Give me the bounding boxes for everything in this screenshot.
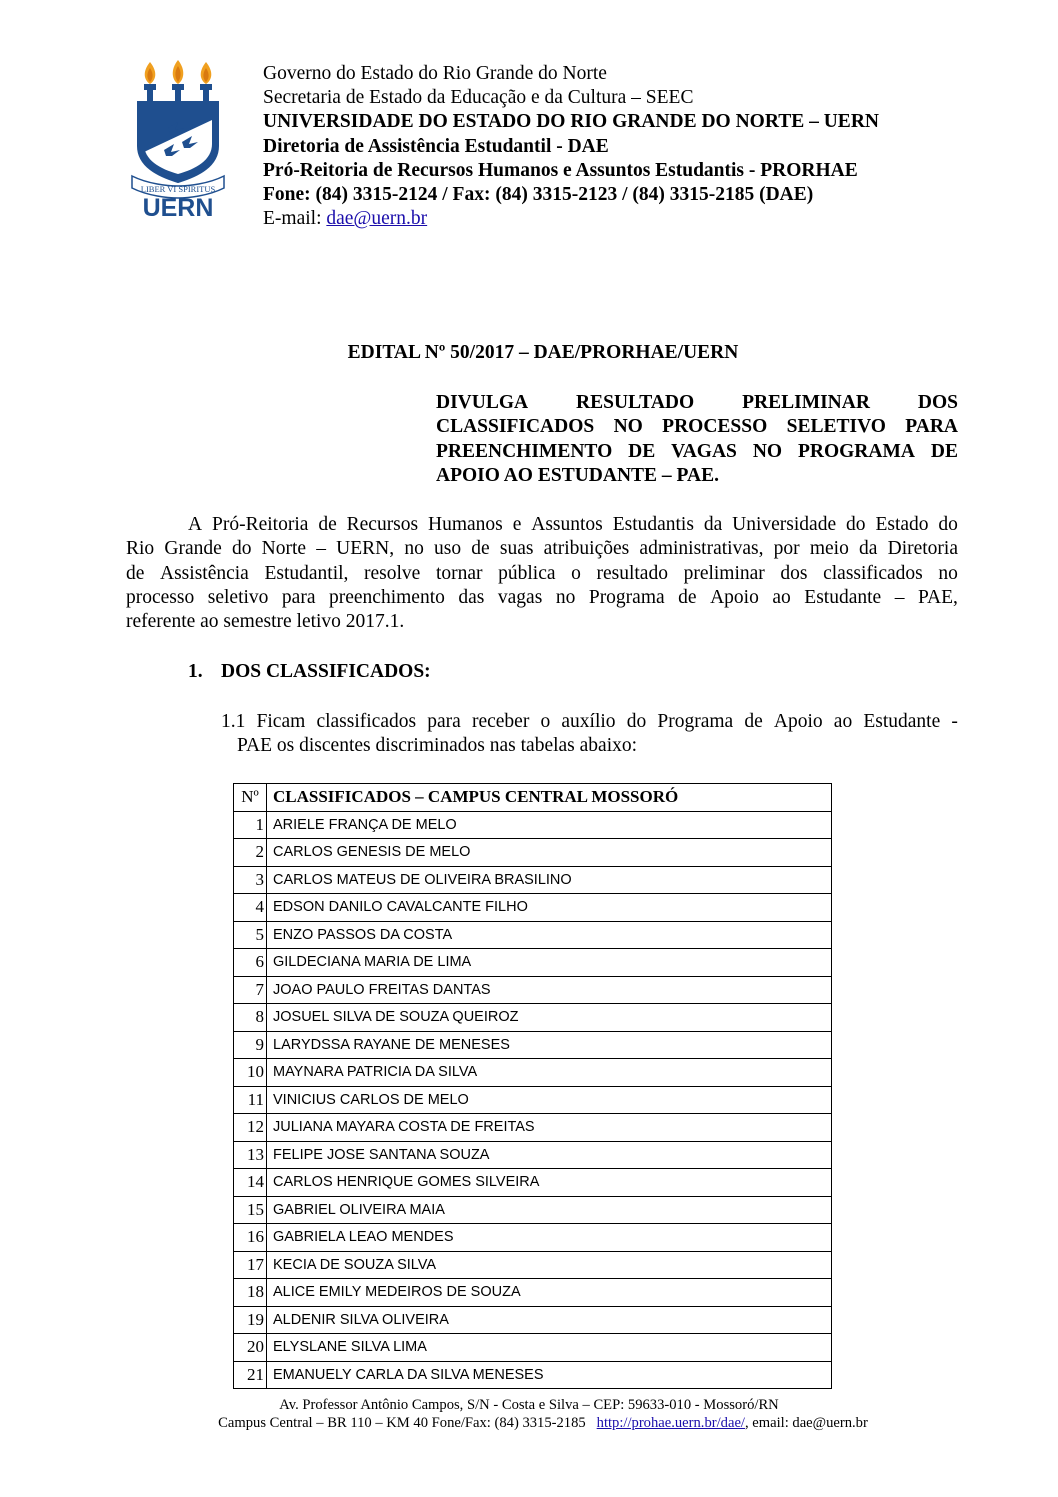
student-name: ENZO PASSOS DA COSTA (267, 921, 832, 949)
row-number: 15 (234, 1196, 267, 1224)
word: VAGAS (671, 440, 737, 462)
student-name: ALICE EMILY MEDEIROS DE SOUZA (267, 1279, 832, 1307)
word: Diretoria (887, 538, 958, 560)
word: Rio (126, 538, 155, 560)
logo-text: UERN (142, 194, 214, 220)
header-name: CLASSIFICADOS – CAMPUS CENTRAL MOSSORÓ (267, 784, 832, 812)
row-number: 17 (234, 1251, 267, 1279)
section-title: DOS CLASSIFICADOS: (221, 661, 431, 682)
word: PRELIMINAR (742, 392, 870, 413)
section-heading (188, 661, 431, 683)
word: de (318, 514, 337, 535)
word: Norte (261, 538, 307, 560)
word: DIVULGA (436, 392, 529, 413)
student-name: JOAO PAULO FREITAS DANTAS (267, 976, 832, 1004)
row-number: 8 (234, 1004, 267, 1032)
word: no (555, 586, 576, 608)
word: PROGRAMA (797, 440, 915, 462)
word: tornar (435, 562, 483, 584)
table-row (234, 1114, 832, 1142)
table-row (234, 1334, 832, 1362)
word: para (427, 711, 461, 732)
row-number: 6 (234, 949, 267, 977)
word: no (938, 562, 958, 584)
table-row (234, 1306, 832, 1334)
row-number: 21 (234, 1361, 267, 1389)
summary-line (436, 391, 958, 415)
footer-address: Av. Professor Antônio Campos, S/N - Costa e Silva – CEP: 59633-010 - Mossoró/RN (279, 1397, 779, 1413)
word: por (773, 538, 800, 560)
header-secretariat: Secretaria de Estado da Educação e da Cultura – SEEC (263, 87, 694, 109)
body-paragraph (126, 513, 958, 634)
item-line (221, 710, 958, 734)
table-row (234, 1279, 832, 1307)
table-row (234, 1169, 832, 1197)
summary-line: APOIO AO ESTUDANTE – PAE. (436, 464, 719, 486)
student-name: GABRIELA LEAO MENDES (267, 1224, 832, 1252)
table-row (234, 1031, 832, 1059)
table-row (234, 1196, 832, 1224)
word: do (626, 711, 647, 732)
student-name: VINICIUS CARLOS DE MELO (267, 1086, 832, 1114)
word: para (281, 586, 316, 608)
student-name: EDSON DANILO CAVALCANTE FILHO (267, 894, 832, 922)
row-number: 20 (234, 1334, 267, 1362)
row-number: 18 (234, 1279, 267, 1307)
table-row (234, 1141, 832, 1169)
word: PREENCHIMENTO (436, 440, 613, 462)
row-number: 2 (234, 839, 267, 867)
word: - (951, 711, 958, 732)
word: Recursos (346, 514, 419, 535)
student-name: LARYDSSA RAYANE DE MENESES (267, 1031, 832, 1059)
table-row (234, 894, 832, 922)
word: do (938, 514, 958, 535)
row-number: 16 (234, 1224, 267, 1252)
row-number: 7 (234, 976, 267, 1004)
word: preenchimento (329, 586, 445, 608)
word: seletivo (207, 586, 269, 608)
word: PROCESSO (662, 416, 768, 438)
section-number: 1. (188, 661, 203, 682)
word: Estudante (863, 711, 941, 732)
table-row (234, 949, 832, 977)
word: receber (471, 711, 530, 732)
word: de (678, 586, 697, 608)
word: meio (809, 538, 849, 560)
word: Apoio (773, 711, 823, 732)
paragraph-line (126, 513, 958, 537)
table-row (234, 1059, 832, 1087)
word: classificados (823, 562, 923, 584)
word: Programa (588, 586, 665, 608)
word: administrativas, (639, 538, 764, 560)
letterhead (263, 62, 879, 231)
table-row (234, 1361, 832, 1389)
row-number: 11 (234, 1086, 267, 1114)
table-header-row (234, 784, 832, 812)
edital-title: EDITAL Nº 50/2017 – DAE/PRORHAE/UERN (347, 342, 739, 363)
word: uso (434, 538, 462, 560)
word: DE (930, 440, 958, 462)
student-name: MAYNARA PATRICIA DA SILVA (267, 1059, 832, 1087)
student-name: JULIANA MAYARA COSTA DE FREITAS (267, 1114, 832, 1142)
word: Grande (164, 538, 222, 560)
paragraph-line (126, 537, 958, 561)
word: NO (613, 416, 643, 438)
header-phones: Fone: (84) 3315-2124 / Fax: (84) 3315-2123 / (84) 3315-2185 (DAE) (263, 184, 814, 206)
word: PAE, (917, 586, 958, 608)
word: ao (833, 711, 853, 732)
word: Assuntos (531, 514, 603, 535)
table-row (234, 1224, 832, 1252)
header-number: Nº (234, 784, 267, 812)
item-1-1 (221, 710, 958, 759)
word: Universidade (732, 514, 837, 535)
footer-campus: Campus Central – BR 110 – KM 40 Fone/Fax: (84) 3315-2185 (218, 1414, 586, 1431)
summary-line (436, 440, 958, 464)
row-number: 9 (234, 1031, 267, 1059)
paragraph-line: referente ao semestre letivo 2017.1. (126, 611, 405, 633)
row-number: 1 (234, 811, 267, 839)
student-name: KECIA DE SOUZA SILVA (267, 1251, 832, 1279)
student-name: CARLOS GENESIS DE MELO (267, 839, 832, 867)
word: Ficam (256, 711, 306, 732)
row-number: 19 (234, 1306, 267, 1334)
word: e (512, 514, 522, 535)
table-row (234, 839, 832, 867)
word: processo (126, 586, 195, 608)
word: preliminar (683, 562, 765, 584)
word: 1.1 (221, 711, 246, 732)
table-row (234, 1086, 832, 1114)
word: – (894, 586, 905, 608)
word: Pró-Reitoria (212, 514, 309, 535)
row-number: 4 (234, 894, 267, 922)
row-number: 13 (234, 1141, 267, 1169)
word: Assistência (160, 562, 249, 584)
word: no (404, 538, 424, 560)
word: da (859, 538, 878, 560)
table-row (234, 866, 832, 894)
word: vagas (497, 586, 543, 608)
word: o (540, 711, 551, 732)
word: pública (498, 562, 556, 584)
word: atribuições (543, 538, 630, 560)
word: de (744, 711, 763, 732)
item-line: PAE os discentes discriminados nas tabelas abaixo: (237, 735, 638, 757)
header-email-line (263, 207, 879, 231)
classified-table (233, 783, 832, 1389)
student-name: ARIELE FRANÇA DE MELO (267, 811, 832, 839)
summary-line (436, 415, 958, 439)
word: suas (499, 538, 534, 560)
row-number: 10 (234, 1059, 267, 1087)
word: Humanos (428, 514, 503, 535)
word: da (703, 514, 723, 535)
student-name: GABRIEL OLIVEIRA MAIA (267, 1196, 832, 1224)
uern-crest-icon (128, 58, 232, 220)
word: UERN, (336, 538, 395, 560)
row-number: 3 (234, 866, 267, 894)
table-row (234, 811, 832, 839)
row-number: 14 (234, 1169, 267, 1197)
student-name: GILDECIANA MARIA DE LIMA (267, 949, 832, 977)
student-name: ELYSLANE SILVA LIMA (267, 1334, 832, 1362)
edital-summary (436, 391, 958, 488)
header-university: UNIVERSIDADE DO ESTADO DO RIO GRANDE DO NORTE – UERN (263, 111, 879, 133)
word: NO (752, 440, 783, 462)
word: SELETIVO (786, 416, 886, 438)
word: RESULTADO (576, 392, 695, 413)
word: dos (780, 562, 808, 584)
word: auxílio (561, 711, 616, 732)
word: do (846, 514, 866, 535)
word: de (126, 562, 145, 584)
table-row (234, 921, 832, 949)
table-row (234, 976, 832, 1004)
student-name: ALDENIR SILVA OLIVEIRA (267, 1306, 832, 1334)
word: do (231, 538, 252, 560)
student-name: CARLOS HENRIQUE GOMES SILVEIRA (267, 1169, 832, 1197)
header-government: Governo do Estado do Rio Grande do Norte (263, 63, 607, 84)
student-name: FELIPE JOSE SANTANA SOUZA (267, 1141, 832, 1169)
word: Estudantil, (264, 562, 349, 584)
word: – (316, 538, 326, 560)
student-name: JOSUEL SILVA DE SOUZA QUEIROZ (267, 1004, 832, 1032)
footer-email: , email: dae@uern.br (744, 1414, 868, 1431)
word: resultado (596, 562, 668, 584)
word: Estudante (804, 586, 882, 608)
word: CLASSIFICADOS (436, 416, 595, 438)
word: Apoio (710, 586, 759, 608)
footer-contact (0, 1415, 1058, 1433)
row-number: 5 (234, 921, 267, 949)
word: resolve (364, 562, 421, 584)
word: das (458, 586, 485, 608)
word: o (571, 562, 581, 584)
word: DE (628, 440, 656, 462)
header-pro-rectory: Pró-Reitoria de Recursos Humanos e Assuntos Estudantis - PRORHAE (263, 159, 858, 181)
paragraph-line (126, 586, 958, 610)
header-email-link[interactable]: dae@uern.br (326, 208, 428, 230)
row-number: 12 (234, 1114, 267, 1142)
table-row (234, 1004, 832, 1032)
footer-link[interactable]: http://prohae.uern.br/dae/ (596, 1414, 745, 1431)
table-row (234, 1251, 832, 1279)
word: ao (772, 586, 791, 608)
word: Estudantis (612, 514, 694, 535)
word: PARA (905, 416, 958, 438)
logo-motto: LIBER VI SPIRITUS (140, 184, 216, 194)
word: Programa (657, 711, 734, 732)
student-name: EMANUELY CARLA DA SILVA MENESES (267, 1361, 832, 1389)
word: de (471, 538, 490, 560)
word: Estado (875, 514, 929, 535)
header-email-label: E-mail: (263, 208, 327, 230)
word: classificados (316, 711, 417, 732)
page-footer (0, 1397, 1058, 1432)
word: DOS (917, 392, 958, 413)
paragraph-line (126, 562, 958, 586)
uern-logo (128, 58, 232, 220)
header-directorate: Diretoria de Assistência Estudantil - DAE (263, 135, 609, 157)
word: A (188, 514, 203, 535)
student-name: CARLOS MATEUS DE OLIVEIRA BRASILINO (267, 866, 832, 894)
